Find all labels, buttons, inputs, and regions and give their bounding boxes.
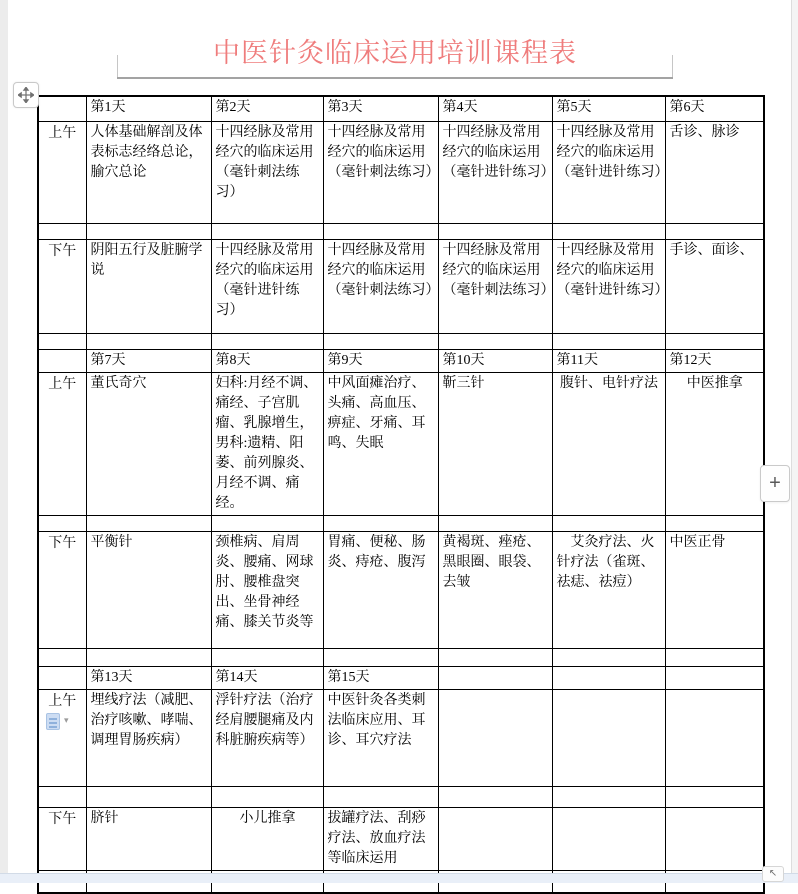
course-cell[interactable]: 十四经脉及常用经穴的临床运用（毫针刺法练习）	[323, 239, 438, 333]
day-header-cell[interactable]	[552, 666, 665, 689]
day-header-cell[interactable]	[438, 666, 552, 689]
empty-cell[interactable]	[86, 515, 211, 531]
row-label-morning[interactable]: 上午	[38, 372, 86, 515]
morning-row	[38, 121, 764, 223]
empty-cell[interactable]	[323, 648, 438, 666]
workspace-left-edge	[0, 0, 8, 883]
table-move-handle-button[interactable]	[13, 82, 39, 108]
row-label-afternoon[interactable]: 下午	[38, 531, 86, 648]
course-cell[interactable]: 腹针、电针疗法	[552, 372, 665, 515]
course-cell[interactable]: 小儿推拿	[211, 807, 323, 870]
course-cell[interactable]	[438, 807, 552, 870]
course-cell[interactable]: 脐针	[86, 807, 211, 870]
empty-cell[interactable]	[211, 333, 323, 349]
day-header-cell[interactable]: 第13天	[86, 666, 211, 689]
empty-cell[interactable]	[438, 223, 552, 239]
course-cell[interactable]: 胃痛、便秘、肠炎、痔疮、腹泻	[323, 531, 438, 648]
document-title[interactable]: 中医针灸临床运用培训课程表	[213, 38, 577, 68]
empty-cell[interactable]	[86, 786, 211, 807]
course-cell[interactable]: 靳三针	[438, 372, 552, 515]
course-cell[interactable]: 中医推拿	[665, 372, 764, 515]
empty-cell[interactable]	[552, 333, 665, 349]
day-header-cell[interactable]: 第10天	[438, 349, 552, 372]
corner-cell[interactable]	[38, 666, 86, 689]
empty-cell[interactable]	[211, 648, 323, 666]
corner-cell[interactable]	[38, 96, 86, 121]
course-cell[interactable]: 妇科:月经不调、痛经、子宫肌瘤、乳腺增生，男科:遗精、阳萎、前列腺炎、月经不调、痛经。	[211, 372, 323, 515]
row-label-morning[interactable]: 上午	[38, 121, 86, 223]
empty-cell[interactable]	[665, 515, 764, 531]
empty-cell[interactable]	[438, 515, 552, 531]
insert-plus-button[interactable]: +	[760, 465, 790, 502]
empty-cell[interactable]	[211, 515, 323, 531]
clipboard-icon	[46, 713, 60, 730]
spacer-row	[38, 333, 764, 349]
day-header-cell[interactable]: 第6天	[665, 96, 764, 121]
course-cell[interactable]: 阴阳五行及脏腑学说	[86, 239, 211, 333]
course-cell[interactable]	[552, 689, 665, 786]
empty-cell[interactable]	[552, 648, 665, 666]
empty-cell[interactable]	[552, 786, 665, 807]
day-header-row	[38, 349, 764, 372]
empty-cell[interactable]	[552, 515, 665, 531]
course-cell[interactable]: 颈椎病、肩周炎、腰痛、网球肘、腰椎盘突出、坐骨神经痛、膝关节炎等	[211, 531, 323, 648]
course-cell[interactable]: 十四经脉及常用经穴的临床运用（毫针进针练习）	[552, 121, 665, 223]
course-table	[37, 95, 765, 894]
course-cell[interactable]: 艾灸疗法、火针疗法（雀斑、祛痣、祛痘）	[552, 531, 665, 648]
empty-cell[interactable]	[38, 515, 86, 531]
day-header-cell[interactable]: 第15天	[323, 666, 438, 689]
course-table-body	[38, 96, 764, 893]
spacer-row	[38, 786, 764, 807]
empty-cell[interactable]	[211, 223, 323, 239]
course-cell[interactable]: 十四经脉及常用经穴的临床运用（毫针刺法练习）	[211, 121, 323, 223]
empty-cell[interactable]	[665, 648, 764, 666]
workspace-right-edge[interactable]	[791, 0, 798, 883]
empty-cell[interactable]	[665, 786, 764, 807]
course-cell[interactable]	[665, 689, 764, 786]
empty-cell[interactable]	[438, 786, 552, 807]
course-cell[interactable]: 舌诊、脉诊	[665, 121, 764, 223]
paste-options-button[interactable]	[46, 711, 82, 731]
day-header-cell[interactable]: 第4天	[438, 96, 552, 121]
row-label-afternoon[interactable]: 下午	[38, 807, 86, 870]
course-cell[interactable]	[552, 807, 665, 870]
empty-cell[interactable]	[38, 786, 86, 807]
day-header-cell[interactable]: 第3天	[323, 96, 438, 121]
course-cell[interactable]: 十四经脉及常用经穴的临床运用（毫针进针练习）	[552, 239, 665, 333]
spacer-row	[38, 515, 764, 531]
move-cross-icon	[18, 87, 34, 103]
empty-cell[interactable]	[323, 786, 438, 807]
row-label-afternoon[interactable]: 下午	[38, 239, 86, 333]
course-cell[interactable]	[665, 807, 764, 870]
empty-cell[interactable]	[438, 648, 552, 666]
empty-cell[interactable]	[323, 515, 438, 531]
course-cell[interactable]: 手诊、面诊、	[665, 239, 764, 333]
day-header-cell[interactable]: 第14天	[211, 666, 323, 689]
empty-cell[interactable]	[323, 333, 438, 349]
day-header-cell[interactable]: 第2天	[211, 96, 323, 121]
empty-cell[interactable]	[38, 333, 86, 349]
course-cell[interactable]: 十四经脉及常用经穴的临床运用（毫针刺法练习）	[323, 121, 438, 223]
course-cell[interactable]: 拔罐疗法、刮痧疗法、放血疗法等临床运用	[323, 807, 438, 870]
course-cell[interactable]: 十四经脉及常用经穴的临床运用（毫针刺法练习）	[438, 239, 552, 333]
morning-row	[38, 372, 764, 515]
spacer-row	[38, 223, 764, 239]
empty-cell[interactable]	[86, 333, 211, 349]
afternoon-row	[38, 807, 764, 870]
empty-cell[interactable]	[665, 333, 764, 349]
day-header-cell[interactable]	[665, 666, 764, 689]
afternoon-row	[38, 531, 764, 648]
course-cell[interactable]: 董氏奇穴	[86, 372, 211, 515]
course-cell[interactable]: 埋线疗法（减肥、治疗咳嗽、哮喘、调理胃肠疾病）	[86, 689, 211, 786]
spacer-row	[38, 648, 764, 666]
course-cell[interactable]: 人体基础解剖及体表标志经络总论，腧穴总论	[86, 121, 211, 223]
course-cell[interactable]: 浮针疗法（治疗经肩腰腿痛及内科脏腑疾病等）	[211, 689, 323, 786]
empty-cell[interactable]	[86, 223, 211, 239]
course-cell[interactable]: 平衡针	[86, 531, 211, 648]
course-cell[interactable]	[438, 689, 552, 786]
empty-cell[interactable]	[211, 786, 323, 807]
course-cell[interactable]: 黄褐斑、痤疮、黑眼圈、眼袋、去皱	[438, 531, 552, 648]
afternoon-row	[38, 239, 764, 333]
day-header-cell[interactable]: 第8天	[211, 349, 323, 372]
course-cell[interactable]: 中医针灸各类刺法临床应用、耳诊、耳穴疗法	[323, 689, 438, 786]
empty-cell[interactable]	[38, 648, 86, 666]
empty-cell[interactable]	[38, 223, 86, 239]
day-header-cell[interactable]: 第1天	[86, 96, 211, 121]
table-resize-handle[interactable]: ↖	[762, 866, 784, 882]
empty-cell[interactable]	[438, 333, 552, 349]
course-cell[interactable]: 中风面瘫治疗、头痛、高血压、痹症、牙痛、耳鸣、失眠	[323, 372, 438, 515]
corner-cell[interactable]	[38, 349, 86, 372]
course-cell[interactable]: 十四经脉及常用经穴的临床运用（毫针进针练习）	[211, 239, 323, 333]
empty-cell[interactable]	[665, 223, 764, 239]
day-header-cell[interactable]: 第11天	[552, 349, 665, 372]
empty-cell[interactable]	[86, 648, 211, 666]
workspace-bottom-edge[interactable]	[0, 873, 798, 883]
empty-cell[interactable]	[323, 223, 438, 239]
course-cell[interactable]: 十四经脉及常用经穴的临床运用（毫针进针练习）	[438, 121, 552, 223]
day-header-cell[interactable]: 第12天	[665, 349, 764, 372]
day-header-cell[interactable]: 第9天	[323, 349, 438, 372]
day-header-row	[38, 666, 764, 689]
course-cell[interactable]: 中医正骨	[665, 531, 764, 648]
morning-row	[38, 689, 764, 786]
day-header-row	[38, 96, 764, 121]
day-header-cell[interactable]: 第7天	[86, 349, 211, 372]
chevron-down-icon: ▾	[64, 716, 69, 726]
day-header-cell[interactable]: 第5天	[552, 96, 665, 121]
empty-cell[interactable]	[552, 223, 665, 239]
row-label-morning[interactable]: 上午	[38, 689, 86, 786]
title-frame	[117, 28, 673, 79]
